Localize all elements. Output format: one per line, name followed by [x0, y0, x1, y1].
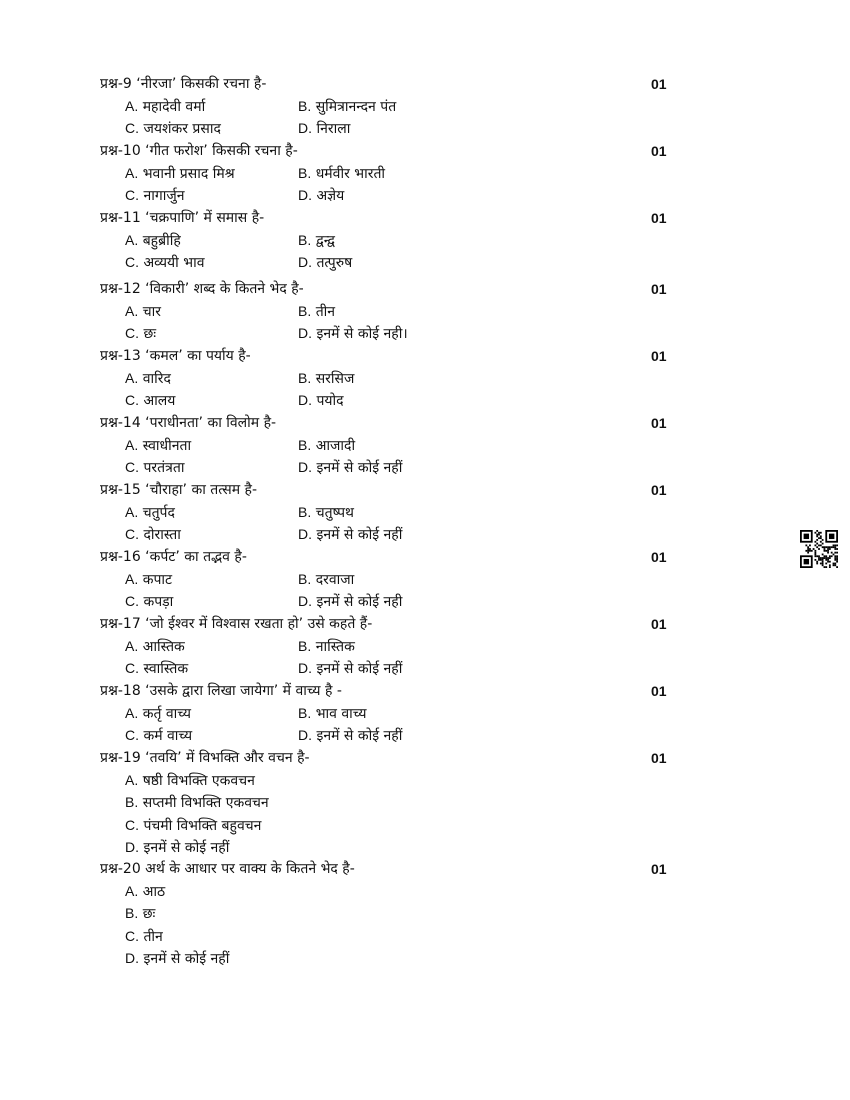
question-marks: 01 [651, 861, 667, 877]
options-list [125, 229, 680, 274]
option-text: पयोद [316, 393, 344, 410]
question-text: प्रश्न-11 ‘चक्रपाणि’ में समास है- [100, 210, 265, 226]
option-text: इनमें से कोई नहीं [316, 460, 403, 477]
option-letter: B. [125, 905, 139, 922]
option-text: महादेवी वर्मा [142, 99, 206, 115]
question-block [100, 747, 680, 858]
option-letter: D. [298, 325, 312, 342]
question-marks: 01 [651, 143, 667, 159]
option-letter: B. [298, 165, 312, 181]
option-d [298, 184, 498, 206]
question-text: प्रश्न-15 ‘चौराहा’ का तत्सम है- [100, 482, 258, 498]
option-b [298, 434, 498, 456]
option-d [125, 836, 680, 858]
option-text: धर्मवीर भारती [315, 166, 386, 182]
option-text: अज्ञेय [316, 188, 345, 205]
option-text: नास्तिक [315, 639, 355, 655]
option-text: इनमें से कोई नही [316, 594, 403, 611]
option-letter: C. [125, 459, 139, 476]
option-letter: B. [298, 638, 312, 654]
option-letter: B. [298, 504, 312, 520]
option-letter: D. [125, 949, 139, 966]
option-letter: C. [125, 120, 139, 137]
option-c [125, 657, 298, 679]
option-b [298, 568, 498, 590]
question-text: प्रश्न-16 ‘कर्पट’ का तद्भव है- [100, 549, 247, 565]
question-row [100, 747, 680, 769]
option-letter: A. [125, 883, 139, 899]
option-text: अव्ययी भाव [143, 255, 205, 272]
option-b [298, 702, 498, 724]
option-text: सुमित्रानन्दन पंत [315, 99, 397, 115]
option-text: चार [142, 304, 161, 320]
option-text: सप्तमी विभक्ति एकवचन [142, 795, 269, 812]
option-letter: C. [125, 187, 139, 204]
option-text: षष्ठी विभक्ति एकवचन [142, 773, 255, 789]
option-letter: C. [125, 727, 139, 744]
question-block [100, 479, 680, 546]
question-row [100, 613, 680, 635]
option-d [298, 590, 498, 612]
option-a [125, 880, 680, 902]
options-list [125, 300, 680, 345]
option-text: चतुष्पथ [315, 505, 354, 521]
option-a [125, 501, 298, 523]
option-text: दोरास्ता [143, 527, 181, 544]
option-text: आलय [143, 393, 176, 410]
question-block [100, 73, 680, 140]
option-text: छः [142, 906, 156, 923]
option-text: चतुर्पद [142, 505, 175, 521]
question-block [100, 140, 680, 207]
option-letter: B. [298, 437, 312, 453]
option-text: इनमें से कोई नही। [316, 326, 408, 343]
question-text: प्रश्न-19 ‘तवयि’ में विभक्ति और वचन है- [100, 750, 310, 766]
option-letter: C. [125, 927, 139, 944]
options-list [125, 434, 680, 479]
option-b [298, 95, 498, 117]
question-row [100, 207, 680, 229]
option-letter: C. [125, 816, 139, 833]
option-letter: D. [298, 254, 312, 271]
option-b [298, 300, 498, 322]
question-block [100, 613, 680, 680]
option-letter: A. [125, 232, 139, 248]
option-letter: D. [125, 838, 139, 855]
option-letter: A. [125, 437, 139, 453]
question-row [100, 479, 680, 501]
option-c [125, 724, 298, 746]
option-text: इनमें से कोई नहीं [143, 839, 230, 856]
option-c [125, 590, 298, 612]
option-c [125, 251, 298, 273]
options-list [125, 635, 680, 680]
option-letter: B. [298, 370, 312, 386]
question-text: प्रश्न-20 अर्थ के आधार पर वाक्य के कितने भेद है- [100, 861, 355, 877]
option-a [125, 568, 298, 590]
option-text: इनमें से कोई नहीं [143, 950, 230, 967]
option-text: छः [143, 326, 157, 343]
option-a [125, 769, 680, 791]
qr-code-icon [800, 530, 838, 568]
option-letter: C. [125, 392, 139, 409]
option-d [298, 117, 498, 139]
option-text: आस्तिक [142, 639, 185, 655]
option-letter: A. [125, 638, 139, 654]
option-a [125, 367, 298, 389]
question-text: प्रश्न-18 ‘उसके द्वारा लिखा जायेगा’ में वाच्य है - [100, 683, 342, 699]
option-a [125, 95, 298, 117]
option-letter: D. [298, 727, 312, 744]
option-c [125, 814, 680, 836]
question-text: प्रश्न-12 ‘विकारी’ शब्द के कितने भेद है- [100, 281, 304, 297]
option-text: इनमें से कोई नहीं [316, 527, 403, 544]
question-block [100, 207, 680, 274]
question-row [100, 680, 680, 702]
question-text: प्रश्न-14 ‘पराधीनता’ का विलोम है- [100, 415, 277, 431]
options-list [125, 702, 680, 747]
option-text: परतंत्रता [143, 460, 185, 477]
option-text: इनमें से कोई नहीं [316, 728, 403, 745]
question-text: प्रश्न-13 ‘कमल’ का पर्याय है- [100, 348, 251, 364]
question-marks: 01 [651, 210, 667, 226]
question-row [100, 412, 680, 434]
question-text: प्रश्न-17 ‘जो ईश्वर में विश्वास रखता हो’ उसे कहते हैं- [100, 616, 373, 632]
options-list [125, 769, 680, 858]
question-marks: 01 [651, 281, 667, 297]
question-marks: 01 [651, 76, 667, 92]
option-letter: D. [298, 526, 312, 543]
option-text: स्वाधीनता [142, 438, 192, 454]
question-text: प्रश्न-9 ‘नीरजा’ किसकी रचना है- [100, 76, 267, 92]
option-letter: A. [125, 772, 139, 788]
question-block [100, 278, 680, 345]
question-row [100, 345, 680, 367]
option-letter: B. [298, 303, 312, 319]
question-marks: 01 [651, 348, 667, 364]
option-letter: B. [298, 98, 312, 114]
option-letter: A. [125, 98, 139, 114]
option-letter: B. [298, 571, 312, 587]
option-d [298, 657, 498, 679]
question-row [100, 278, 680, 300]
option-letter: D. [298, 120, 312, 137]
question-marks: 01 [651, 683, 667, 699]
option-text: कपाट [142, 572, 173, 588]
option-text: आठ [142, 884, 166, 900]
options-list [125, 367, 680, 412]
option-text: भवानी प्रसाद मिश्र [142, 166, 235, 182]
option-letter: D. [298, 459, 312, 476]
option-text: नागार्जुन [143, 188, 185, 205]
option-text: तीन [143, 928, 163, 945]
option-b [298, 367, 498, 389]
question-row [100, 73, 680, 95]
option-a [125, 162, 298, 184]
option-c [125, 184, 298, 206]
question-marks: 01 [651, 415, 667, 431]
option-text: निराला [316, 121, 351, 138]
option-text: तत्पुरुष [316, 255, 353, 272]
option-text: बहुब्रीहि [142, 233, 181, 249]
option-letter: C. [125, 593, 139, 610]
option-b [298, 635, 498, 657]
options-list [125, 162, 680, 207]
option-a [125, 635, 298, 657]
option-text: तीन [315, 304, 336, 320]
option-text: द्वन्द्व [315, 233, 335, 249]
question-marks: 01 [651, 549, 667, 565]
option-letter: A. [125, 504, 139, 520]
question-marks: 01 [651, 750, 667, 766]
question-row [100, 858, 680, 880]
options-list [125, 95, 680, 140]
option-letter: A. [125, 705, 139, 721]
option-c [125, 117, 298, 139]
option-letter: A. [125, 303, 139, 319]
question-block [100, 680, 680, 747]
question-block [100, 412, 680, 479]
option-c [125, 389, 298, 411]
option-letter: A. [125, 165, 139, 181]
question-row [100, 140, 680, 162]
options-list [125, 568, 680, 613]
question-text: प्रश्न-10 ‘गीत फरोश’ किसकी रचना है- [100, 143, 298, 159]
option-letter: D. [298, 392, 312, 409]
option-a [125, 300, 298, 322]
option-d [298, 523, 498, 545]
option-a [125, 434, 298, 456]
option-text: कर्तृ वाच्य [142, 706, 191, 722]
option-letter: B. [298, 705, 312, 721]
option-d [298, 456, 498, 478]
option-letter: C. [125, 660, 139, 677]
option-b [125, 902, 680, 924]
option-letter: B. [125, 794, 139, 811]
option-text: कपड़ा [143, 594, 174, 611]
option-b [298, 162, 498, 184]
question-block [100, 858, 680, 969]
option-text: दरवाजा [315, 572, 355, 588]
question-marks: 01 [651, 482, 667, 498]
options-list [125, 880, 680, 969]
option-text: सरसिज [315, 371, 355, 387]
option-a [125, 702, 298, 724]
option-text: कर्म वाच्य [143, 728, 193, 745]
option-letter: D. [298, 660, 312, 677]
question-marks: 01 [651, 616, 667, 632]
option-c [125, 456, 298, 478]
options-list [125, 501, 680, 546]
option-b [125, 791, 680, 813]
option-d [298, 724, 498, 746]
option-d [298, 389, 498, 411]
option-text: पंचमी विभक्ति बहुवचन [143, 817, 262, 834]
option-d [298, 251, 498, 273]
option-text: वारिद [142, 371, 171, 387]
option-d [298, 322, 498, 344]
option-letter: D. [298, 187, 312, 204]
option-c [125, 523, 298, 545]
option-text: आजादी [315, 438, 356, 454]
option-letter: C. [125, 325, 139, 342]
option-c [125, 925, 680, 947]
question-row [100, 546, 680, 568]
option-c [125, 322, 298, 344]
option-text: इनमें से कोई नहीं [316, 661, 403, 678]
option-letter: A. [125, 571, 139, 587]
option-text: भाव वाच्य [315, 706, 367, 722]
option-letter: A. [125, 370, 139, 386]
question-block [100, 546, 680, 613]
option-letter: D. [298, 593, 312, 610]
question-block [100, 345, 680, 412]
option-a [125, 229, 298, 251]
option-letter: C. [125, 254, 139, 271]
option-letter: C. [125, 526, 139, 543]
option-letter: B. [298, 232, 312, 248]
option-b [298, 229, 498, 251]
option-b [298, 501, 498, 523]
option-d [125, 947, 680, 969]
option-text: जयशंकर प्रसाद [143, 121, 221, 138]
option-text: स्वास्तिक [143, 661, 189, 678]
